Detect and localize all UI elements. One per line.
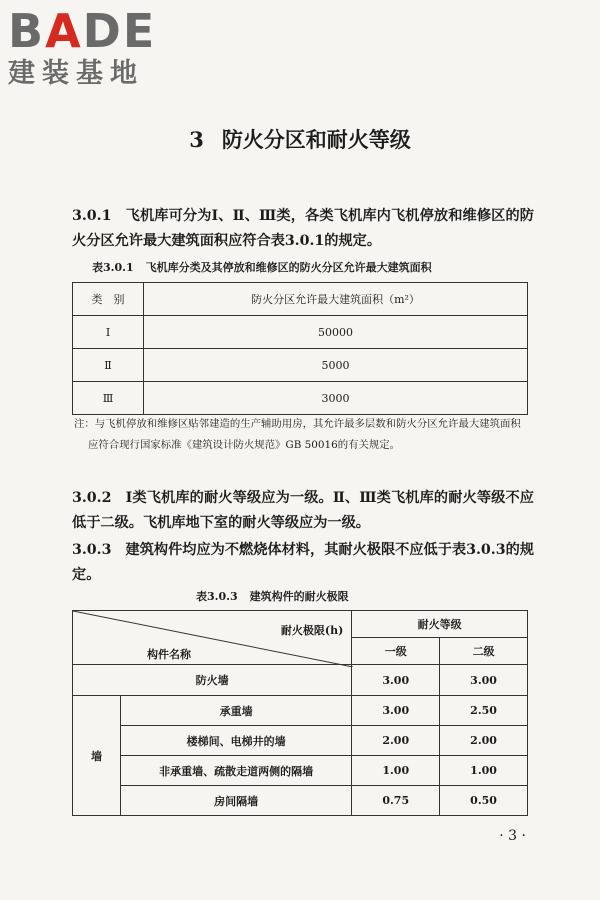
clause-3-0-3 (72, 538, 534, 588)
logo-letters-de: DE (82, 4, 157, 58)
fire-rating-header: 耐火等级 (352, 611, 528, 638)
component-name: 非承重墙、疏散走道两侧的隔墙 (120, 756, 351, 786)
grade-2-value: 0.50 (440, 786, 528, 816)
note-text: 与飞机停放和维修区贴邻建造的生产辅助用房，其允许最多层数和防火分区允许最大建筑面积应符合现行国家标准《建筑设计防火规范》GB 50016的有关规定。 (88, 418, 521, 451)
caption-text: 建筑构件的耐火极限 (249, 590, 349, 603)
category-cell: Ⅰ (73, 316, 144, 349)
clause-number: 3.0.1 (72, 208, 112, 224)
category-cell: Ⅱ (73, 349, 144, 382)
grade-1-value: 1.00 (352, 756, 440, 786)
grade-1-value: 3.00 (352, 665, 440, 696)
component-name: 承重墙 (120, 696, 351, 726)
component-name-label: 构件名称 (147, 648, 191, 661)
page-number: · 3 · (499, 828, 526, 844)
table-row (73, 665, 528, 696)
table-row (73, 382, 528, 415)
table-header-row (73, 611, 528, 638)
fire-resistance-limit-label: 耐火极限(h) (280, 624, 344, 637)
grade-1-value: 3.00 (352, 696, 440, 726)
clause-3-0-1 (72, 204, 534, 254)
table-3-0-1-caption (92, 259, 432, 275)
caption-text: 飞机库分类及其停放和维修区的防火分区允许最大建筑面积 (145, 261, 432, 274)
logo-letter-b: B (8, 4, 46, 58)
grade-2-value: 3.00 (440, 665, 528, 696)
grade-2-value: 2.00 (440, 726, 528, 756)
grade-1-header: 一级 (352, 638, 440, 665)
area-cell: 3000 (144, 382, 528, 415)
caption-number: 表3.0.3 (196, 590, 238, 603)
table-3-0-1 (72, 282, 528, 415)
header-category: 类 别 (73, 283, 144, 316)
diagonal-line (73, 611, 353, 667)
clause-text: 飞机库可分为Ⅰ、Ⅱ、Ⅲ类，各类飞机库内飞机停放和维修区的防火分区允许最大建筑面积应符合表3.0.1的规定。 (72, 208, 534, 249)
logo-subtitle: 建装基地 (8, 58, 144, 89)
clause-number: 3.0.2 (72, 490, 112, 506)
component-name: 楼梯间、电梯井的墙 (120, 726, 351, 756)
header-area: 防火分区允许最大建筑面积（m²） (144, 283, 528, 316)
bade-logo (8, 6, 156, 90)
area-cell: 50000 (144, 316, 528, 349)
chapter-title (0, 124, 600, 154)
table-3-0-3 (72, 610, 528, 816)
table-row (73, 696, 528, 726)
grade-2-value: 2.50 (440, 696, 528, 726)
table-note (74, 414, 528, 456)
logo-wordmark (8, 6, 156, 56)
table-row (73, 726, 528, 756)
chapter-number: 3 (189, 127, 204, 152)
caption-number: 表3.0.1 (92, 261, 134, 274)
clause-text: 建筑构件均应为不燃烧体材料，其耐火极限不应低于表3.0.3的规定。 (72, 542, 534, 583)
diagonal-header-cell (73, 611, 352, 665)
table-row (73, 786, 528, 816)
logo-letter-a: A (45, 4, 83, 58)
wall-group-label: 墙 (73, 696, 121, 816)
grade-2-value: 1.00 (440, 756, 528, 786)
table-row (73, 756, 528, 786)
grade-1-value: 0.75 (352, 786, 440, 816)
table-row (73, 316, 528, 349)
chapter-title-text: 防火分区和耐火等级 (221, 127, 411, 152)
table-3-0-3-caption (196, 588, 349, 604)
table-header-row (73, 283, 528, 316)
category-cell: Ⅲ (73, 382, 144, 415)
grade-2-header: 二级 (440, 638, 528, 665)
component-name: 房间隔墙 (120, 786, 351, 816)
area-cell: 5000 (144, 349, 528, 382)
note-prefix: 注： (74, 418, 95, 430)
clause-3-0-2 (72, 486, 534, 536)
clause-text: Ⅰ类飞机库的耐火等级应为一级。Ⅱ、Ⅲ类飞机库的耐火等级不应低于二级。飞机库地下室的耐火等级应为一级。 (72, 490, 534, 531)
table-row (73, 349, 528, 382)
grade-1-value: 2.00 (352, 726, 440, 756)
component-name: 防火墙 (73, 665, 352, 696)
clause-number: 3.0.3 (72, 542, 112, 558)
